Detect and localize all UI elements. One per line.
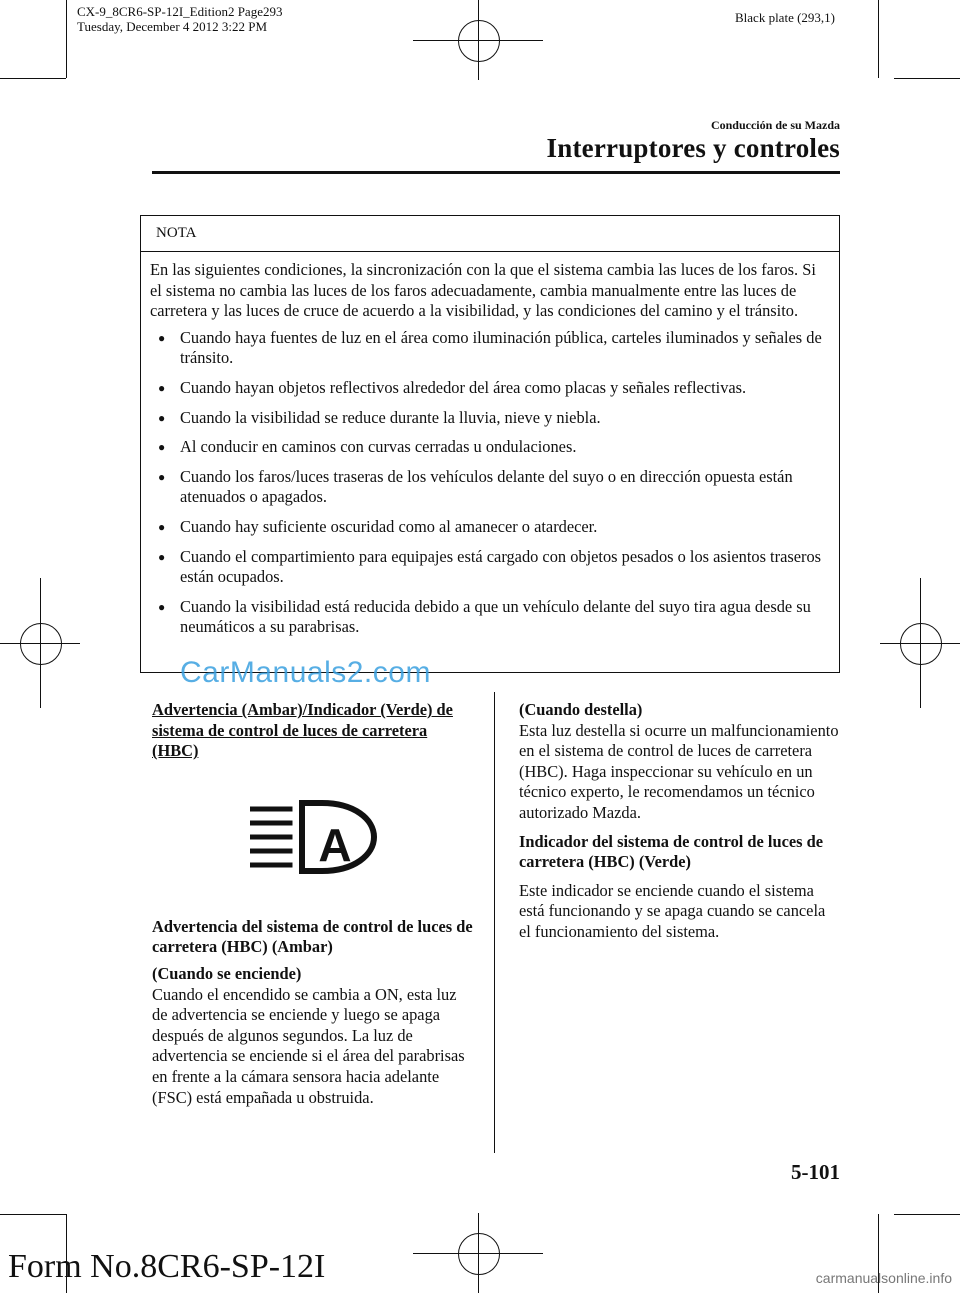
column-divider <box>494 692 495 1153</box>
headlight-auto-icon <box>250 799 380 874</box>
note-bullet-item <box>150 467 831 508</box>
note-heading: NOTA <box>141 216 839 252</box>
note-bullet-item <box>150 437 831 458</box>
file-name: CX-9_8CR6-SP-12I_Edition2 Page293 <box>77 4 283 19</box>
crop-mark <box>66 0 67 78</box>
bullet-icon: ● <box>158 519 166 534</box>
note-box <box>140 215 840 673</box>
page-title: Interruptores y controles <box>546 133 840 163</box>
bullet-icon: ● <box>158 469 166 484</box>
plate-info: Black plate (293,1) <box>735 10 835 25</box>
note-bullet-list <box>150 328 831 638</box>
note-bullet-item <box>150 408 831 429</box>
form-number: Form No.8CR6-SP-12I <box>8 1248 326 1285</box>
note-intro: En las siguientes condiciones, la sincronización con la que el sistema cambia las luces de los faros. Si el sistema no cambia las luces de los faros adecuadamente, cambia manualmente entre las luces de carretera y las luces de cruce de acuerdo a la visibilidad, y las condiciones del camino y el tránsito. <box>150 260 816 321</box>
bullet-icon: ● <box>158 330 166 345</box>
file-info <box>77 4 282 34</box>
bullet-icon: ● <box>158 599 166 614</box>
crop-mark <box>0 1214 66 1215</box>
warning-condition: (Cuando se enciende) <box>152 963 302 983</box>
note-bullet-item <box>150 517 831 538</box>
print-date: Tuesday, December 4 2012 3:22 PM <box>77 19 268 34</box>
left-column <box>152 700 474 1108</box>
source-site: carmanualsonline.info <box>815 1270 952 1286</box>
bullet-text: Al conducir en caminos con curvas cerradas u ondulaciones. <box>180 437 577 457</box>
header-rule <box>152 171 840 174</box>
bullet-text: Cuando la visibilidad está reducida debido a que un vehículo delante del suyo tira agua desde su neumáticos a su parabrisas. <box>180 596 811 637</box>
flash-condition: (Cuando destella) <box>519 700 643 719</box>
note-body <box>141 252 839 638</box>
bullet-icon: ● <box>158 380 166 395</box>
bullet-icon: ● <box>158 410 166 425</box>
icon-letter: A <box>318 818 352 871</box>
warning-subheading: Advertencia del sistema de control de luces de carretera (HBC) (Ambar) <box>152 916 473 957</box>
bullet-text: Cuando los faros/luces traseras de los vehículos delante del suyo o en dirección opuesta están atenuados o apagados. <box>180 466 793 507</box>
crop-mark <box>878 0 879 78</box>
bullet-text: Cuando haya fuentes de luz en el área como iluminación pública, carteles iluminados y señales de tránsito. <box>180 327 822 368</box>
note-bullet-item <box>150 328 831 369</box>
crop-mark <box>894 1214 960 1215</box>
bullet-text: Cuando el compartimiento para equipajes está cargado con objetos pesados o los asientos traseros están ocupados. <box>180 546 822 587</box>
bullet-text: Cuando hayan objetos reflectivos alrededor del área como placas y señales reflectivas. <box>180 377 747 397</box>
section-name: Conducción de su Mazda <box>710 118 840 132</box>
crop-mark <box>894 78 960 79</box>
right-column <box>519 700 841 943</box>
page-number: 5-101 <box>791 1160 840 1184</box>
bullet-icon: ● <box>158 440 166 455</box>
watermark-logo: CarManuals2.com <box>180 656 431 689</box>
bullet-text: Cuando hay suficiente oscuridad como al amanecer o atardecer. <box>180 516 598 536</box>
indicator-subheading: Indicador del sistema de control de luces de carretera (HBC) (Verde) <box>519 831 823 872</box>
warning-text: Cuando el encendido se cambia a ON, esta luz de advertencia se enciende y luego se apaga después de algunos segundos. La luz de advertencia se enciende si el área del parabrisas en frente a la cámara sensora hacia adelante (FSC) está empañada u obstruida. <box>152 984 465 1107</box>
bullet-text: Cuando la visibilidad se reduce durante la lluvia, nieve y niebla. <box>180 407 601 427</box>
crop-mark <box>0 78 66 79</box>
note-bullet-item <box>150 378 831 399</box>
flash-text: Esta luz destella si ocurre un malfuncionamiento en el sistema de control de luces de carretera (HBC). Haga inspeccionar su vehículo en un técnico experto, le recomendamos un técnico autorizado Mazda. <box>519 720 839 822</box>
hbc-heading: Advertencia (Ambar)/Indicador (Verde) de sistema de control de luces de carretera (HBC) <box>152 700 453 761</box>
bullet-icon: ● <box>158 549 166 564</box>
note-bullet-item <box>150 547 831 588</box>
indicator-text: Este indicador se enciende cuando el sistema está funcionando y se apaga cuando se cancela el funcionamiento del sistema. <box>519 880 826 941</box>
hbc-warning-icon <box>152 799 474 911</box>
note-bullet-item <box>150 597 831 638</box>
